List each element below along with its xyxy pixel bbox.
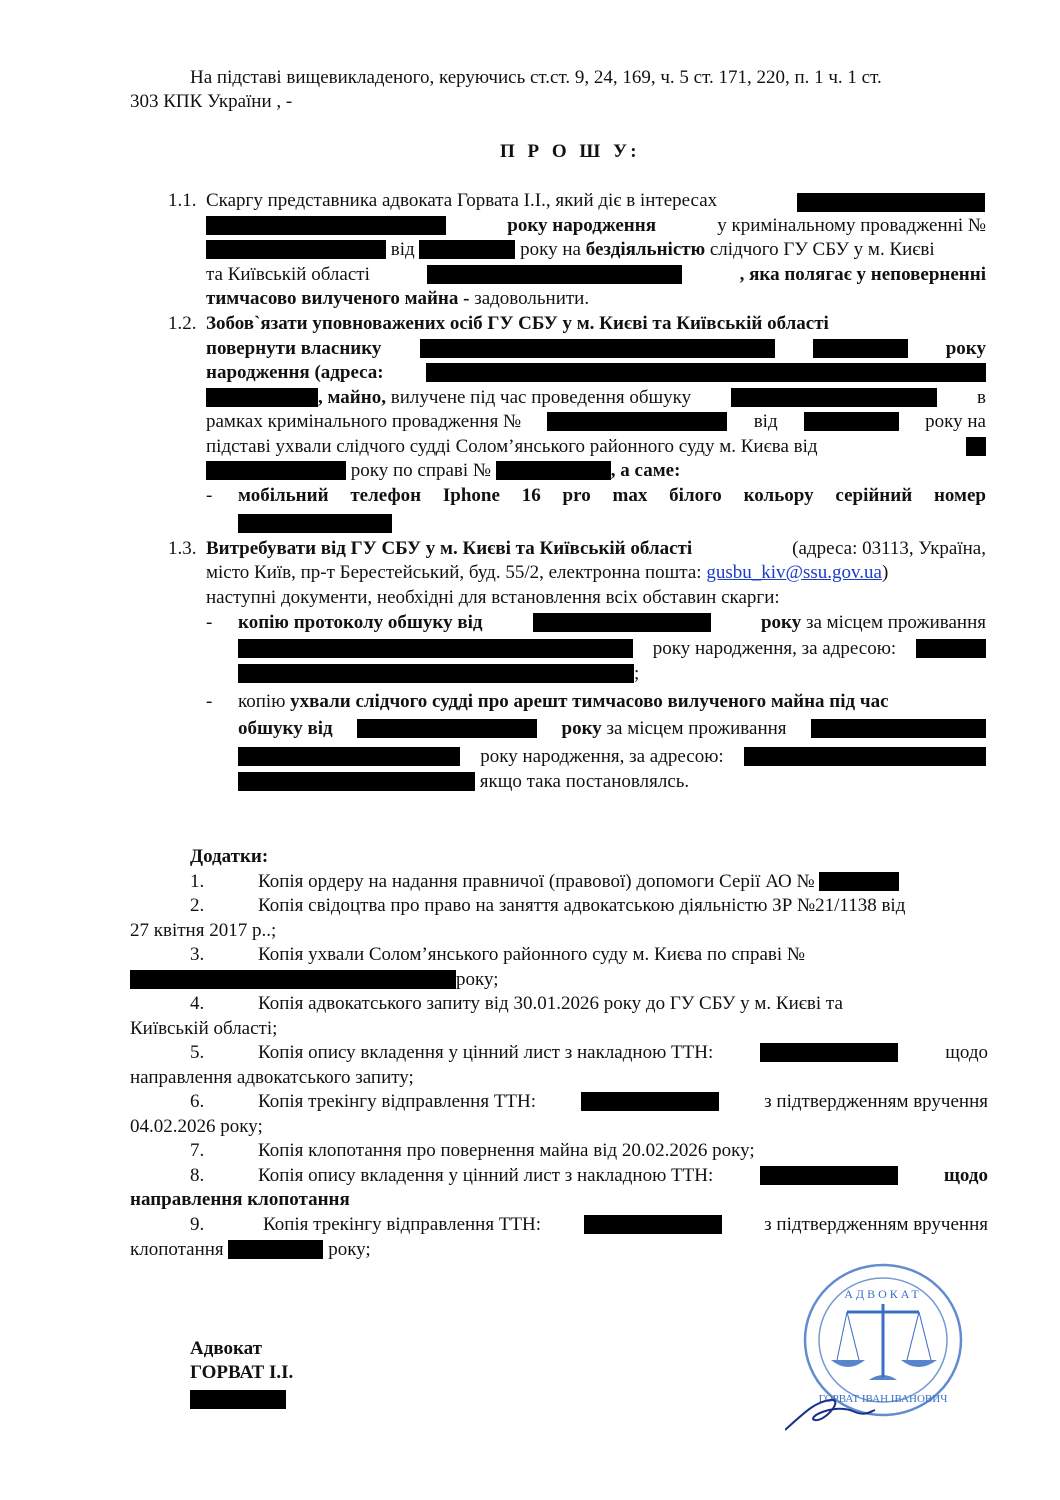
signature-role: Адвокат (190, 1338, 262, 1359)
text: Копія опису вкладення у цінний лист з накладною ТТН: (258, 1165, 714, 1186)
text: задовольнити. (469, 288, 590, 309)
redaction (420, 339, 775, 358)
redaction (811, 719, 986, 738)
redaction (966, 437, 986, 456)
text: слідчого ГУ СБУ у м. Києві (709, 239, 935, 260)
redaction (206, 461, 346, 480)
email-link[interactable]: gusbu_kiv@ssu.gov.ua (706, 562, 882, 583)
redaction (419, 240, 515, 259)
text: та Київській області (206, 264, 370, 285)
text: щодо (943, 1165, 988, 1186)
text: року; (328, 1239, 371, 1260)
page-title: П Р О Ш У: (500, 141, 641, 162)
text: (адреса: 03113, Україна, (792, 538, 986, 559)
att-num: 2. (190, 895, 205, 916)
svg-text:АДВОКАТ: АДВОКАТ (844, 1287, 922, 1301)
redaction (206, 216, 446, 235)
text: року (561, 718, 602, 739)
text: року народження, за адресою: (480, 746, 724, 767)
redaction (206, 240, 386, 259)
att-num: 6. (190, 1091, 205, 1112)
line (206, 214, 986, 238)
redaction (760, 1043, 898, 1062)
text: з підтвердженням вручення (764, 1091, 988, 1112)
redaction (238, 639, 633, 658)
line (238, 770, 689, 794)
text: щодо (945, 1042, 988, 1063)
text: від (753, 411, 778, 432)
text: року на (925, 411, 986, 432)
text: у кримінальному провадженні № (717, 215, 986, 236)
att-num: 8. (190, 1165, 205, 1186)
redaction (804, 412, 899, 431)
line (238, 662, 639, 686)
text: направлення адвокатського запиту; (130, 1067, 414, 1088)
line (206, 238, 935, 262)
line (238, 611, 986, 635)
redaction (238, 664, 634, 683)
att-num: 5. (190, 1042, 205, 1063)
redaction (533, 613, 711, 632)
text: ; (634, 663, 640, 684)
text: Зобов`язати уповноважених осіб ГУ СБУ у м. Києві та Київській області (206, 313, 829, 334)
redaction (238, 514, 392, 533)
advocate-stamp-icon (785, 1262, 965, 1437)
line (206, 537, 986, 561)
att-num: 7. (190, 1140, 205, 1161)
redaction (813, 339, 908, 358)
line (206, 435, 986, 459)
text: з підтвердженням вручення (764, 1214, 988, 1235)
redaction (581, 1092, 719, 1111)
text: Київській області; (130, 1018, 278, 1039)
att-num: 4. (190, 993, 205, 1014)
text: 27 квітня 2017 р..; (130, 920, 277, 941)
text: рамках кримінального провадження № (206, 411, 522, 432)
redaction (426, 363, 986, 382)
text: Скаргу представника адвоката Горвата І.І., який діє в інтересах (206, 190, 718, 211)
text: Копія трекінгу відправлення ТТН: (258, 1091, 537, 1112)
text: року (760, 612, 802, 633)
text: за місцем проживання (801, 612, 986, 633)
redaction (744, 747, 986, 766)
text: року народження (507, 215, 656, 236)
text: , а саме: (610, 460, 681, 481)
text: Копія клопотання про повернення майна від 20.02.2026 року; (258, 1140, 755, 1161)
text: , яка полягає у неповерненні (739, 264, 986, 285)
text: року; (456, 969, 499, 990)
line (206, 459, 680, 483)
line (263, 1213, 988, 1237)
redaction (797, 193, 985, 212)
text: Витребувати від ГУ СБУ у м. Києві та Київській області (206, 538, 693, 559)
text: року по справі № (350, 460, 492, 481)
line (206, 561, 888, 585)
text: копію протоколу обшуку від (238, 612, 483, 633)
text: повернути власнику (206, 338, 382, 359)
redaction (760, 1166, 898, 1185)
redaction (427, 265, 682, 284)
text: якщо така постановлялсь. (479, 771, 690, 792)
redaction (916, 639, 986, 658)
line (258, 1041, 988, 1065)
redaction (731, 388, 937, 407)
intro-line-2: 303 КПК України , - (130, 91, 293, 112)
text: направлення клопотання (130, 1189, 350, 1210)
bullet-dash: - (206, 485, 213, 506)
redaction (206, 388, 318, 407)
redaction (584, 1215, 722, 1234)
redaction (496, 461, 611, 480)
att-num: 1. (190, 871, 205, 892)
line (258, 1164, 988, 1188)
redaction (190, 1390, 286, 1409)
text: Копія ухвали Солом’янського районного суду м. Києва по справі № (258, 944, 806, 965)
redaction (547, 412, 727, 431)
text: тимчасово вилученого майна - (206, 288, 470, 309)
signature-name: ГОРВАТ І.І. (190, 1362, 294, 1383)
line (206, 361, 986, 385)
redaction (238, 747, 460, 766)
item-number: 1.3. (168, 538, 197, 559)
redaction (819, 872, 899, 891)
text: Копія опису вкладення у цінний лист з накладною ТТН: (258, 1042, 714, 1063)
text: Копія ордеру на надання правничої (правової) допомоги Серії АО № (258, 871, 815, 892)
text: наступні документи, необхідні для встановлення всіх обставин скарги: (206, 587, 780, 608)
line (238, 717, 986, 741)
text: клопотання (130, 1239, 224, 1260)
redaction (357, 719, 537, 738)
att-num: 9. (190, 1214, 205, 1235)
text: бездіяльністю (585, 239, 706, 260)
text: народження (адреса: (206, 362, 384, 383)
text: ухвали слідчого судді про арешт тимчасово вилученого майна під час (290, 691, 889, 712)
text: місто Київ, пр-т Берестейський, буд. 55/2, електронна пошта: (206, 562, 707, 583)
item-number: 1.2. (168, 313, 197, 334)
intro-line-1: На підставі вищевикладеного, керуючись ст.ст. 9, 24, 169, ч. 5 ст. 171, 220, п. 1 ч. 1 ст. (190, 67, 882, 88)
line (206, 287, 589, 311)
line (130, 1238, 371, 1262)
text: за місцем проживання (601, 718, 787, 739)
bullet-item: мобільний телефон Iphone 16 pro max білого кольору серійний номер (238, 485, 986, 506)
line (238, 690, 986, 714)
line (258, 1090, 988, 1114)
line (206, 337, 986, 361)
line (238, 745, 986, 769)
item-number: 1.1. (168, 190, 197, 211)
line (206, 386, 986, 410)
text: обшуку від (238, 718, 333, 739)
text: Копія адвокатського запиту від 30.01.2026 року до ГУ СБУ у м. Києві та (258, 993, 843, 1014)
line (206, 263, 986, 287)
text: року народження, за адресою: (652, 638, 897, 659)
bullet-dash: - (206, 612, 213, 633)
text: року на (520, 239, 581, 260)
attachments-title: Додатки: (190, 846, 269, 867)
text: ) (881, 562, 889, 583)
text: вилучене під час проведення обшуку (385, 387, 692, 408)
text: року (945, 338, 986, 359)
line (238, 637, 986, 661)
text: Копія свідоцтва про право на заняття адвокатською діяльністю ЗР №21/1138 від (258, 895, 906, 916)
text: , майно, (318, 387, 386, 408)
redaction (130, 970, 456, 989)
svg-text:ГОРВАТ ІВАН ІВАНОВИЧ: ГОРВАТ ІВАН ІВАНОВИЧ (818, 1393, 948, 1405)
text: Копія трекінгу відправлення ТТН: (263, 1214, 542, 1235)
text: підставі ухвали слідчого судді Солом’янського районного суду м. Києва від (206, 436, 818, 457)
line (206, 410, 986, 434)
text: в (977, 387, 986, 408)
redaction (238, 772, 475, 791)
bullet-dash: - (206, 691, 213, 712)
redaction (228, 1240, 323, 1259)
line (130, 968, 499, 992)
att-num: 3. (190, 944, 205, 965)
text: 04.02.2026 року; (130, 1116, 263, 1137)
line (258, 870, 899, 894)
text: від (390, 239, 415, 260)
text: копію (238, 691, 291, 712)
